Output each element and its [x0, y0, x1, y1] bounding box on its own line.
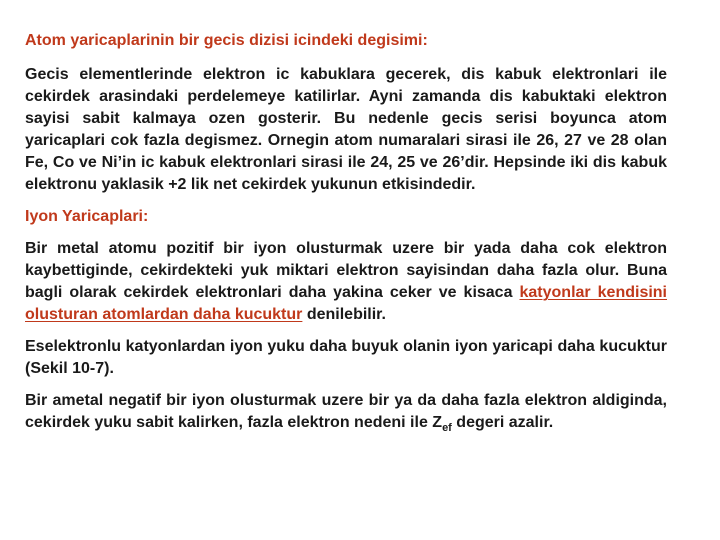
section-heading-ionic-radius: Iyon Yaricaplari:: [25, 208, 149, 225]
emphasis-cation-smaller: katyonlar kendisini olusturan atomlardan daha kucuktur: [25, 284, 668, 323]
paragraph-cation-text-before: Bir metal atomu pozitif bir iyon olusturmak uzere bir yada daha cok elektron kaybettiginde, cekirdekteki yuk miktari elektron sayisindan daha fazla olur. Buna bagli olarak cekirdek elektronlari daha yakina ceker ve kisaca: [25, 240, 667, 301]
section-heading-atomic-radius: Atom yaricaplarinin bir gecis dizisi icindeki degisimi:: [25, 32, 428, 49]
paragraph-anion-text-before: Bir ametal negatif bir iyon olusturmak uzere bir ya da daha fazla elektron aldiginda, cekirdek yuku sabit kalirken, fazla elektron nedeni ile Z: [25, 392, 667, 431]
paragraph-isoelectronic-cations: Eselektronlu katyonlardan iyon yuku daha buyuk olanin iyon yaricapi daha kucuktur (Sekil 10-7).: [25, 338, 667, 377]
slide-content: [25, 30, 667, 434]
paragraph-cation-text-after: denilebilir.: [302, 306, 386, 323]
paragraph-anion-text-after: degeri azalir.: [451, 414, 554, 431]
zef-subscript: ef: [442, 422, 452, 435]
paragraph-transition-series: Gecis elementlerinde elektron ic kabuklara gecerek, dis kabuk elektronlari ile cekirdek arasindaki perdelemeye katilirlar. Ayni zamanda dis kabuktaki elektron sayisi sabit kalmaya ozen gosterir. Bu nedenle gecis serisi boyunca atom yaricaplari cok fazla degismez. Ornegin atom numaralari sirasi ile 26, 27 ve 28 olan Fe, Co ve Ni’in ic kabuk elektronlari sirasi ile 24, 25 ve 26’dir. Hepsinde iki dis kabuk elektronu yaklasik +2 lik net cekirdek yukunun etkisindedir.: [25, 66, 667, 193]
paragraph-anion-size: [25, 390, 667, 434]
paragraph-cation-size: [25, 238, 667, 326]
